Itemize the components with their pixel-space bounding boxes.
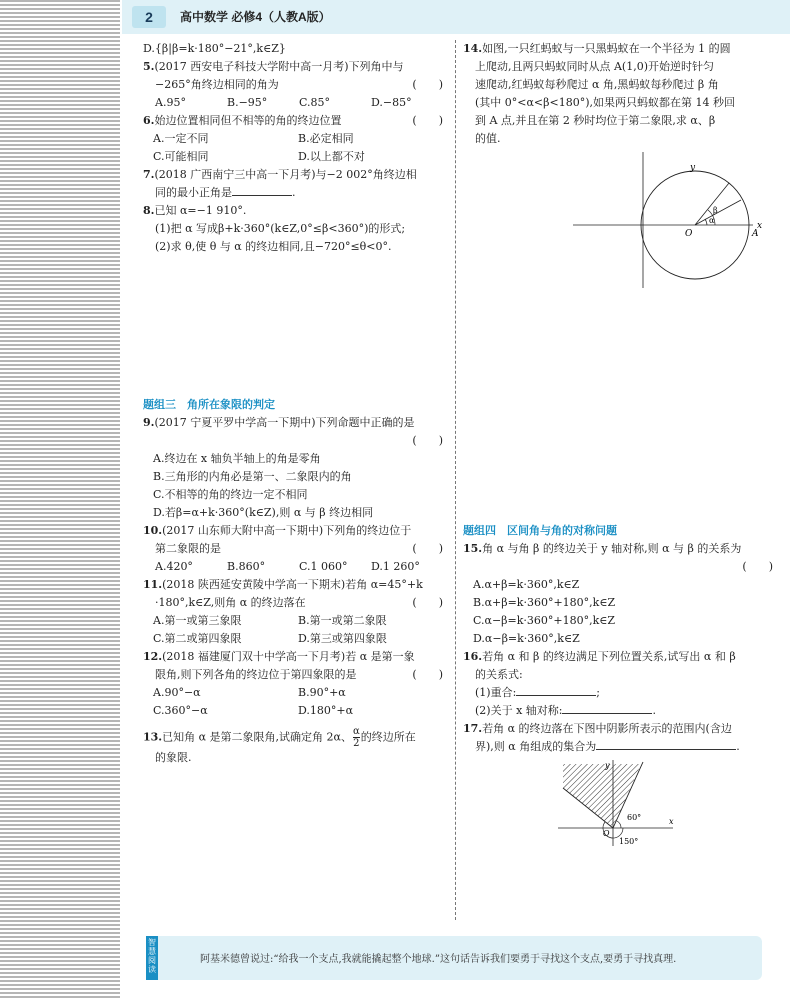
q17-text-2: 界),则 α 角组成的集合为 xyxy=(475,740,597,753)
question-10 xyxy=(143,522,443,576)
q12-answer-paren: ( ) xyxy=(412,668,443,681)
q13-fraction-denominator: 2 xyxy=(353,738,360,749)
q7-answer-blank[interactable] xyxy=(232,195,292,196)
q15-answer-paren: ( ) xyxy=(742,560,773,573)
q11-option-d: D.第三或第四象限 xyxy=(298,632,387,645)
q17-origin-label: O xyxy=(603,829,610,838)
q17-number: 17. xyxy=(463,722,483,735)
q11-text: (2018 陕西延安黄陵中学高一下期末)若角 α=45°+k xyxy=(162,578,423,591)
footer-tag: 智慧阅读 xyxy=(146,936,158,980)
q9-answer-paren: ( ) xyxy=(412,434,443,447)
question-14 xyxy=(463,40,773,290)
q10-number: 10. xyxy=(143,524,163,537)
q17-60deg-label: 60° xyxy=(627,813,642,822)
book-title: 高中数学 必修4（人教A版） xyxy=(180,10,331,24)
question-12 xyxy=(143,648,443,720)
q17-text: 若角 α 的终边落在下图中阴影所表示的范围内(含边 xyxy=(482,722,732,735)
q14-beta-label: β xyxy=(713,206,718,215)
q14-alpha-arc xyxy=(705,219,707,225)
q12-option-c: C.360°−α xyxy=(153,704,208,717)
q5-option-d: D.−85° xyxy=(371,96,412,109)
q13-number: 13. xyxy=(143,730,163,744)
q8-part-1: (1)把 α 写成β+k·360°(k∈Z,0°≤β<360°)的形式; xyxy=(155,222,406,235)
q4-option-d: D.{β|β=k·180°−21°,k∈Z} xyxy=(143,42,286,55)
q12-text: (2018 福建厦门双十中学高一下月考)若 α 是第一象 xyxy=(162,650,415,663)
q15-text: 角 α 与角 β 的终边关于 y 轴对称,则 α 与 β 的关系为 xyxy=(482,542,742,555)
q16-number: 16. xyxy=(463,650,483,663)
q17-150deg-label: 150° xyxy=(619,837,639,846)
left-column xyxy=(143,40,443,767)
q14-circle-figure xyxy=(463,150,773,290)
q8-number: 8. xyxy=(143,204,155,217)
group-4-title: 题组四 区间角与角的对称问题 xyxy=(463,525,617,537)
q8-part-2: (2)求 θ,使 θ 与 α 的终边相同,且−720°≤θ<0°. xyxy=(155,240,392,253)
q17-60deg-arc xyxy=(617,821,621,828)
q5-option-a: A.95° xyxy=(155,96,186,109)
q14-line-5: 到 A 点,并且在第 2 秒时均位于第二象限,求 α、β xyxy=(475,114,716,127)
q16-sub-2-blank[interactable] xyxy=(562,713,652,714)
q9-option-d: D.若β=α+k·360°(k∈Z),则 α 与 β 终边相同 xyxy=(153,506,374,519)
q16-sub-1: (1)重合: xyxy=(475,686,517,699)
q9-option-b: B.三角形的内角必是第一、二象限内的角 xyxy=(153,470,352,483)
q15-option-c: C.α−β=k·360°+180°,k∈Z xyxy=(473,614,616,627)
q14-alpha-label: α xyxy=(709,216,715,225)
q10-answer-paren: ( ) xyxy=(412,542,443,555)
question-16: 16.若角 α 和 β 的终边满足下列位置关系,试写出 α 和 β 的关系式: (1)重合: ; (2)关于 x 轴对称: . xyxy=(463,648,773,720)
q14-number: 14. xyxy=(463,42,483,55)
footer-quote: 阿基米德曾说过:“给我一个支点,我就能撬起整个地球.”这句话告诉我们要勇于寻找这个支点,要勇于寻找真理. xyxy=(200,954,677,965)
q15-option-a: A.α+β=k·360°,k∈Z xyxy=(473,578,580,591)
q17-shaded-region-figure xyxy=(463,758,773,848)
q11-text-2: ·180°,k∈Z,则角 α 的终边落在 xyxy=(155,596,306,609)
q13-text: 已知角 α 是第二象限角,试确定角 2α、 xyxy=(162,730,352,744)
q11-option-a: A.第一或第三象限 xyxy=(153,614,242,627)
q7-text-2: 同的最小正角是 xyxy=(155,186,232,199)
q6-answer-paren: ( ) xyxy=(412,114,443,127)
q6-option-a: A.一定不同 xyxy=(153,132,209,145)
question-9 xyxy=(143,414,443,522)
margin-stripes xyxy=(0,0,120,1000)
q11-option-b: B.第一或第二象限 xyxy=(298,614,387,627)
q14-origin-label: O xyxy=(685,229,693,239)
q14-line-6: 的值. xyxy=(475,132,501,145)
q16-sub-2: (2)关于 x 轴对称: xyxy=(475,704,563,717)
q14-line-2: 上爬动,且两只蚂蚁同时从点 A(1,0)开始逆时针匀 xyxy=(475,60,715,73)
group-3-title: 题组三 角所在象限的判定 xyxy=(143,399,275,411)
q10-text-2: 第二象限的是 xyxy=(155,542,221,555)
question-13 xyxy=(143,726,443,767)
question-11 xyxy=(143,576,443,648)
q17-y-label: y xyxy=(605,761,610,770)
q14-alpha-ray xyxy=(695,200,741,225)
q10-option-d: D.1 260° xyxy=(371,560,420,573)
q7-number: 7. xyxy=(143,168,155,181)
q13-fraction xyxy=(353,726,360,749)
q5-text-2: −265°角终边相同的角为 xyxy=(155,78,279,91)
q9-option-a: A.终边在 x 轴负半轴上的角是零角 xyxy=(153,452,321,465)
q14-point-a-label: A xyxy=(752,229,759,239)
question-17: 17.若角 α 的终边落在下图中阴影所表示的范围内(含边 界),则 α 角组成的集合为 . y x O 60° 150° xyxy=(463,720,773,848)
q17-x-label: x xyxy=(669,817,674,826)
question-8 xyxy=(143,202,443,256)
column-divider xyxy=(455,40,456,920)
q16-text: 若角 α 和 β 的终边满足下列位置关系,试写出 α 和 β xyxy=(482,650,736,663)
q5-answer-paren: ( ) xyxy=(412,78,443,91)
q16-text-2: 的关系式: xyxy=(475,668,523,681)
q12-option-d: D.180°+α xyxy=(298,704,354,717)
q11-option-c: C.第二或第四象限 xyxy=(153,632,242,645)
q6-text: 始边位置相同但不相等的角的终边位置 xyxy=(154,114,342,127)
q14-line-3: 速爬动,红蚂蚁每秒爬过 α 角,黑蚂蚁每秒爬过 β 角 xyxy=(475,78,719,91)
q16-sub-1-blank[interactable] xyxy=(516,695,596,696)
right-column xyxy=(463,40,773,848)
q9-option-c: C.不相等的角的终边一定不相同 xyxy=(153,488,308,501)
q5-number: 5. xyxy=(143,60,155,73)
q14-line-1: 如图,一只红蚂蚁与一只黑蚂蚁在一个半径为 1 的圆 xyxy=(482,42,731,55)
q13-text-3: 的象限. xyxy=(155,751,192,764)
q8-answer-space xyxy=(143,256,443,396)
q11-number: 11. xyxy=(143,578,163,591)
q5-option-b: B.−95° xyxy=(227,96,268,109)
q12-option-b: B.90°+α xyxy=(298,686,346,699)
q17-answer-blank[interactable] xyxy=(596,749,736,750)
q8-text: 已知 α=−1 910°. xyxy=(154,204,247,217)
question-5 xyxy=(143,58,443,112)
q10-option-c: C.1 060° xyxy=(299,560,348,573)
page-number: 2 xyxy=(132,6,166,28)
q14-y-label: y xyxy=(690,163,696,173)
question-7: 7.(2018 广西南宁三中高一下月考)与−2 002°角终边相 同的最小正角是 . xyxy=(143,168,417,199)
q6-option-b: B.必定相同 xyxy=(298,132,354,145)
q9-text: (2017 宁夏平罗中学高一下期中)下列命题中正确的是 xyxy=(154,416,415,429)
q13-text-2: 的终边所在 xyxy=(360,730,416,744)
q6-option-d: D.以上都不对 xyxy=(298,150,365,163)
q10-option-b: B.860° xyxy=(227,560,266,573)
q5-text: (2017 西安电子科技大学附中高一月考)下列角中与 xyxy=(154,60,404,73)
q6-number: 6. xyxy=(143,114,155,127)
q12-number: 12. xyxy=(143,650,163,663)
q14-line-4: (其中 0°<α<β<180°),如果两只蚂蚁都在第 14 秒回 xyxy=(475,96,735,109)
q12-text-2: 限角,则下列各角的终边位于第四象限的是 xyxy=(155,668,357,681)
q14-answer-space xyxy=(463,290,773,522)
q14-x-label: x xyxy=(757,221,763,231)
q7-text: (2018 广西南宁三中高一下月考)与−2 002°角终边相 xyxy=(154,168,417,181)
q11-answer-paren: ( ) xyxy=(412,596,443,609)
q15-option-d: D.α−β=k·360°,k∈Z xyxy=(473,632,580,645)
q15-number: 15. xyxy=(463,542,483,555)
q13-fraction-numerator: α xyxy=(352,726,360,737)
q10-text: (2017 山东师大附中高一下期中)下列角的终边位于 xyxy=(162,524,412,537)
question-6 xyxy=(143,112,443,166)
q5-option-c: C.85° xyxy=(299,96,331,109)
q6-option-c: C.可能相同 xyxy=(153,150,209,163)
q9-number: 9. xyxy=(143,416,155,429)
q15-option-b: B.α+β=k·360°+180°,k∈Z xyxy=(473,596,616,609)
q12-option-a: A.90°−α xyxy=(153,686,201,699)
q10-option-a: A.420° xyxy=(155,560,193,573)
question-15 xyxy=(463,540,773,648)
